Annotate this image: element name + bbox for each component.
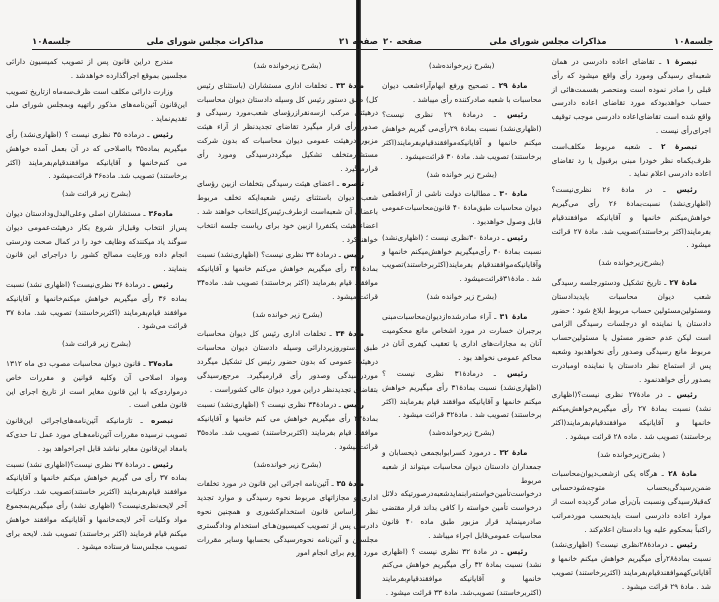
article-label: مادهٔ ۳۲ (495, 447, 528, 457)
paragraph-text: ـ هرگاه یکی ازشعب‌دیوان‌محاسبات ضمن‌رسیدگی‌بحساب متوجه‌شودحسابی که‌قبلارسیدگی ونسبت بآن‌رأی صادر گردیده است از موارد اعاده دادرسی است بایدبحسب مورد‌مراتب راکتباً بمحکوم علیه ویا دادستان اعلام‌کند . (551, 469, 711, 534)
paragraph-text: ـ در مادهٔ ۲۶ نظری‌نیست؟ (اظهاری‌نشد) نسبت‌بمادهٔ ۲۶ رأی می‌گیریم خواهش‌میکنم خانمها و آقایانیکه موافقندقیام بفرمایند(اکثر برخاستند)تصویب شد. مادهٔ ۲۷ قرائت میشود . (551, 185, 711, 250)
paragraph-text: ـ درمادهٔ۳۴ نظری نیست ؟ (اظهاری‌نشد) نسبت بمادهٔ۳۴ رأی میگیریم خواهش می کنم خانمها و آقایانیکه موافقند قیام بفرمایند (اکثربرخاستند) تصویب شد. ماده۳۵ قرائت‌میشود . (197, 400, 378, 451)
article-paragraph (197, 79, 378, 176)
right-page-header (383, 33, 713, 50)
reading-note: (بشرح زیر قرائت شد) (61, 189, 132, 199)
reading-note: (بشرح زیرخوانده‌شد) (428, 428, 495, 438)
speaker-paragraph (6, 278, 187, 333)
article-paragraph (6, 207, 187, 276)
paragraph-text: ـ درمادهٔ ۳۰نظری نیست ؛ (اظهاری‌نشد) نسبت بمادهٔ ۳۰ رأی‌میگیریم خواهش‌میکنم خانمها و وآقایانیکه‌موافقندقیام بفرمایند(اکثربرخاستند)تصویب شد . مادهٔ۳۱قرائت‌میشود . (382, 232, 542, 284)
paragraph-text: ـ درمورد کسرابوابجمعی ذیحسابان و جمعداران دادستان دیوان محاسبات میتواند از شعبه مربوط درخواست‌تأمین‌خواسته‌رابنمایدشعبه‌درصورتیکه دلائل درخواست تأمین خواسته را کافی بداند قرار مقتضی صادرمینماید قرار مزبور طبق ماده ۴۰ قانون محاسبات عمومی‌قابل اجراء میباشد . (382, 447, 542, 540)
body-paragraph (6, 85, 187, 126)
paragraph-text: وزارت دارائی مکلف است ظرف‌سه‌ماه ازتاریخ تصویب این‌قانون آئین‌نامه‌های مذکور راتهیه وبمجلس شورای ملی تقدیم‌نماید . (6, 86, 187, 124)
paragraph-text: ـ در مادهٔ۲۷ نظری نیست؟(اظهاری نشد) نسبت بمادهٔ ۲۷ رأی میگیریم‌خواهش‌میکنم خانمها و آقایانیکه موافقندقیام‌بفرمایند(اکثر برخاستند) تصویب شد . ماده ۲۸ قرائت میشود . (551, 390, 712, 441)
reading-note: (بشرح زیر خوانده شد) (426, 291, 497, 301)
right-running-title: مذاکرات مجلس شورای ملی (489, 37, 607, 47)
reading-note: (بشرح زیر قرائت شد) (61, 339, 132, 349)
article-paragraph (197, 477, 378, 560)
paragraph-text: ـ درماده ۳۵ نظری نیست ؟ (اظهاری‌نشد) رأی میگیریم بماده۳۵ بااصلاحی که در آن بعمل آمده خواهش می کنم‌خانمها و آقایانیکه موافقندقیام‌بفرمایند (اکثر برخاستند) تصویب شد. ماده۳۶ قرائت‌میشود . (6, 129, 188, 181)
article-paragraph (552, 467, 712, 536)
reading-note: (بشرح‌زیرخوانده شد) (598, 258, 665, 268)
note-paragraph (552, 55, 712, 138)
left-session-label: جلسه۱۰۸ (32, 37, 71, 47)
speaker-paragraph (6, 128, 187, 183)
speaker-paragraph (552, 538, 712, 593)
paragraph-text: ـ درمادهٔ ۳۷ نظری نیست؟(اظهاری نشد) نسبت بماده ۳۷ رأی می گیریم خواهش میکنم خانمها و آقایانیکه موافقند قیام‌بفرمایند (اکثربر خاستند)تصویب شد. درکلیات آخر لایحه‌نظری‌نیست؟ (اظهاری نشد) رأی میگیریم‌بمجموع مواد وکلیات آخر لایحه‌خانمها و آقایانیکه موافقند خواهش میکنم قیام فرمایند (اکثر برخاستند) تصویب شد. لایحه برای تصویب مجلس‌سنا فرستاده میشود . (6, 459, 187, 552)
left-running-title: مذاکرات مجلس شورای ملی (146, 37, 264, 47)
left-page-column-left (6, 55, 187, 562)
reading-note: (بشرح زیر خوانده شد) (426, 169, 497, 179)
article-label: ماده۳۷ (145, 358, 173, 368)
speaker-label: رئیس (340, 400, 365, 410)
article-label: ماده۳۶ (145, 208, 174, 218)
article-label: تبصره (142, 416, 174, 426)
note-paragraph (6, 414, 187, 455)
note-paragraph (197, 177, 378, 246)
speaker-label: رئیس (673, 540, 697, 550)
paragraph-text: ـ آئین‌نامه اجرائی این قانون در مورد تخلفات اداری و مجازاتهای مربوط نحوه رسیدگی و موارد تجدید نظر براساس قانون استخدام‌کشوری و همچنین نحوه دادرسی پس از تصویب کمیسیون‌هـای استخدام ودادگستری مجلسین و آئین‌نامه نحوه‌رسیدگی بحسابها وسایر مقررات مورد لزوم برای انجام امور (197, 479, 378, 558)
paragraph-text: ـ درمادهٔ ۳۳ نظری نیست؟ (اظهاری‌نشد) نسبت بمادهٔ ۳۳ رأی میگیریم خواهش می‌کنم خانمها و آقایانیکه موافقند قیام بفرمایند (اکثر برخاستند) تصویب شد. ماده۳۴ قرائت میشود . (197, 250, 378, 301)
speaker-label: رئیس (495, 110, 528, 120)
speaker-label: رئیس (340, 250, 364, 260)
right-page-column-left (382, 55, 542, 602)
speaker-label: رئیس (149, 279, 173, 289)
paragraph-text: ـ درمادهٔ ۳۶ نظری‌نیست؟ (اظهاری نشد) نسبت بماده ۳۶ رأی میگیریم خواهش میکنم‌خانمها و آقایانیکه موافقند قیام‌بفرمایند (اکثربرخاستند) تصویب شد. مادهٔ ۳۷ قرائت می‌شود . (6, 279, 187, 331)
paragraph-text: ـ قانون دیوان محاسبات مصوب دی ماه ۱۳۱۲ ومواد اصلاحی آن وکلیه قوانین و مقررات خاص درمواردی‌که با این قانون مغایر است از تاریخ اجرای این قانون ملغی است . (6, 358, 187, 410)
article-paragraph (382, 310, 542, 365)
paragraph-text: ـ شعبه مربوط مکلف‌است ظرف‌یکماه نظر خودرا مبنی برقبول یا رد تقاضای اعاده دادرسی اعلام نماید . (551, 141, 711, 179)
reading-note: (بشرح زیرخوانده‌شد) (428, 61, 495, 70)
right-page-columns (382, 55, 711, 602)
article-paragraph (197, 327, 378, 396)
article-label: مادهٔ ۳۳ (332, 80, 364, 90)
article-label: مادهٔ ۲۸ (663, 469, 697, 479)
reading-note: (بشرح زیر خوانده‌شد) (253, 459, 322, 469)
article-paragraph (382, 187, 542, 228)
article-label: مادهٔ ۲۹ (494, 80, 528, 90)
speaker-paragraph (382, 108, 542, 163)
article-paragraph (552, 276, 712, 386)
speaker-paragraph (382, 545, 542, 600)
article-label: مادهٔ ۳۵ (333, 479, 364, 489)
paragraph-text: ـ درمادهٔ۳۱ نظری نیست ؟ (اظهاری‌نشد) نسبت بمادهٔ۳۱ رأی میگیریم خواهش میکنم خانمها و آقایانیکه موافقند قیام بفرمایند (اکثر برخاستند) تصویب شد . مادهٔ۳۲ قرائت میشود . (382, 368, 542, 420)
paragraph-text: ـ تصحیح ورفع ابهام‌آراءشعب دیوان محاسبات با شعبه صادرکننده رأی میباشد . (382, 80, 542, 104)
paragraph-text: ـ آراء صادرشده‌ازدیوان‌محاسبات‌مبنی برجبران خسارت در مورد اشخاص مانع محکومیت آنان به مجازات‌های اداری یا تعقیب کیفری آنان در محاکم عمومی نخواهد بود . (382, 311, 542, 363)
article-label: مادهٔ ۳۱ (496, 311, 528, 321)
article-label: تبصره (339, 179, 364, 189)
article-paragraph (382, 446, 542, 543)
speaker-label: رئیس (149, 129, 173, 139)
paragraph-text: ـ تخلفات اداری رئیس کل دیوان محاسبات طبق دستوروزیردارائی وسیله دادستان دیوان محاسبات درهیئت عمومی که بدون حضور رئیس کل تشکیل میگردد مورد‌رسیدگی وصدور رأی قرارمیگیرد. مرجع‌رسیدگی بتقاضای تجدیدنظر دراین مورد دیوان عالی کشوراست . (197, 329, 378, 394)
speaker-paragraph (382, 231, 542, 286)
speaker-paragraph (6, 458, 187, 555)
speaker-label: رئیس (504, 232, 528, 242)
article-label: مادهٔ ۳۴ (331, 329, 364, 339)
left-page-header (32, 33, 378, 50)
article-label: تبصرهٔ ۱ (661, 57, 698, 66)
speaker-paragraph (197, 248, 378, 303)
paragraph-text: ـ درمادهٔ۲۸نظری نیست؟ (اظهاری‌نشد) نسبت بمادهٔ۲۸رأی میگیریم خواهش میکنم خانمها و آقایانی‌کهموافقندقیام‌بفرمایند (اکثربرخاستند) تصویب شد . مادهٔ ۲۹ قرائت میشود . (551, 540, 712, 591)
paragraph-text: ـ تازمانیکه آئین‌نامه‌های‌اجرائی این‌قانون تصویب نرسیده مقررات آئین‌نامه‌هـای مورد عمل تـا حدی‌که بامفاد این‌قانون مغایر نباشد قابل اجراخواهد بود . (6, 416, 187, 453)
body-paragraph (6, 55, 187, 83)
speaker-label: رئیس (503, 546, 528, 556)
speaker-paragraph (552, 388, 712, 443)
article-paragraph (382, 79, 542, 107)
speaker-label: رئیس (670, 390, 697, 400)
speaker-paragraph (552, 183, 712, 252)
reading-note: (بشرح زیرخوانده شد) (253, 61, 322, 70)
right-session-label: جلسه۱۰۸ (674, 37, 713, 47)
note-paragraph (552, 140, 712, 181)
left-page-columns (6, 55, 378, 562)
article-label: مادهٔ ۲۷ (666, 277, 697, 287)
right-page-number: صفحه ۲۰ (383, 37, 422, 47)
paragraph-text: ـ در مادهٔ ۳۲ نظری نیست ؟ (اظهاری نشد) نسبت بمادهٔ ۳۲ رأی میگیریم خواهش می‌کنم خانمها و آقایانیکه موافقندقیام‌بفرمایند (اکثربرخاستند) تصویب‌شد. مادهٔ ۳۳ قرائت میشود . (382, 546, 542, 597)
article-label: تبصرهٔ ۲ (651, 141, 697, 151)
right-page-column-right (552, 55, 712, 602)
left-page-number: صفحه ۲۱ (339, 37, 378, 47)
paragraph-text: ـ تاریخ تشکیل ودستورجلسه رسیدگی شعب دیوان محاسبات بایدبدادستان ومسئولین‌مسئولین حساب مربوط ابلاغ شود ؛ حضور دادستان یا نماینده او درجلسات رسیدگی الزامی است لیکن عدم حضور مسئول یا مسئولین‌حساب مربوط مانع رسیدگی وصدور رأی نخواهدبود وشعبه پس از استماع نظر دادستان یا نماینده اومبادرت بصدور رأی خواهدنمود . (551, 277, 711, 384)
paragraph-text: ـ تخلفات اداری مستشاران (باستثنای رئیس کل) طبق دستور رئیس کل وسیله دادستان دیوان محاسبات درهیئتی مرکب ازسه‌نفرازرؤسای شعب‌مورد رسیدگی و صدور رأی قرار میگیرد تقاضای تجدیدنظر از آراء هیئت مزبور درهیئت عمومی دیوان محاسبات که بدون شرکت مستشارمتخلف تشکیل میگردد‌رسیدگی ومورد رأی قرارمیگیرد . (197, 80, 378, 173)
speaker-label: رئیس (149, 459, 173, 469)
speaker-paragraph (197, 398, 378, 453)
reading-note: (بشرح زیر خوانده شد) (252, 309, 323, 319)
speaker-label: رئیس (495, 368, 528, 378)
article-paragraph (6, 357, 187, 412)
paragraph-text: مندرج دراین قانون پس از تصویب کمیسیون دارائی مجلسین بموقع اجراگذارده خواهدشد . (6, 57, 187, 80)
speaker-label: رئیس (665, 185, 697, 195)
speaker-paragraph (382, 367, 542, 422)
paragraph-text: ـ مطالبات دولت ناشی از آراء‌قطعی دیوان محاسبات طبق‌مادهٔ ۴۰ قانون‌محاسبات‌عمومی قابل وصول خواهدبود . (382, 189, 542, 226)
paragraph-text: ـ مستشاران اصلی وعلی‌البدل‌ودادستان دیوان پس‌از انتخاب وقبل‌از شروع بکار درهیئت‌عمومی دیوان سوگند یاد میکنندکه وظایف خود را در کمال صحت ودرستی انجام داده ورعایت مصالح کشور را دراجرای این قانون بنمایند . (6, 208, 187, 274)
paragraph-text: ـ اعضای هیئت رسیدگی بتخلفات ازبین رؤسای شعب دیوان باستثنای رئیس شعبه‌ایکه تخلف مربوط باعضای آن شعبه‌است ازطرف‌رئیس‌کل‌انتخاب خواهند شد . اعضاء هیئت یکنفررا ازبین خود برای ریاست جلسه انتخاب خواهندکرد . (197, 179, 378, 244)
left-page-column-right (197, 55, 378, 562)
reading-note: ( بشرح‌زیرخوانده شد) (597, 449, 666, 459)
paragraph-text: ـ درمادهٔ ۲۹ نظری نیست؟ (اظهاری‌نشد) نسبت بمادهٔ ۲۹رأی‌می گیریم خواهش میکنم خانمها و آقایانیکه‌موافقندقیام‌بفرمایند(اکثر برخاستند) تصویب شد. مادهٔ ۳۰ قرائت‌میشود . (382, 110, 542, 161)
article-label: مادهٔ ۳۰ (495, 189, 528, 199)
paragraph-text: ـ تقاضای اعاده دادرسی در همان شعبه‌ای رسیدگی ومورد رأی واقع میشود که رأی قبلی را صادر نموده است ومنحصر بقسمت‌هائی از حساب خواهدبودکه مورد تقاضای اعاده دادرسی واقع شده است تقاضای‌اعاده دادرسی موجب توقیف اجرای‌رأی نیست . (551, 57, 711, 135)
